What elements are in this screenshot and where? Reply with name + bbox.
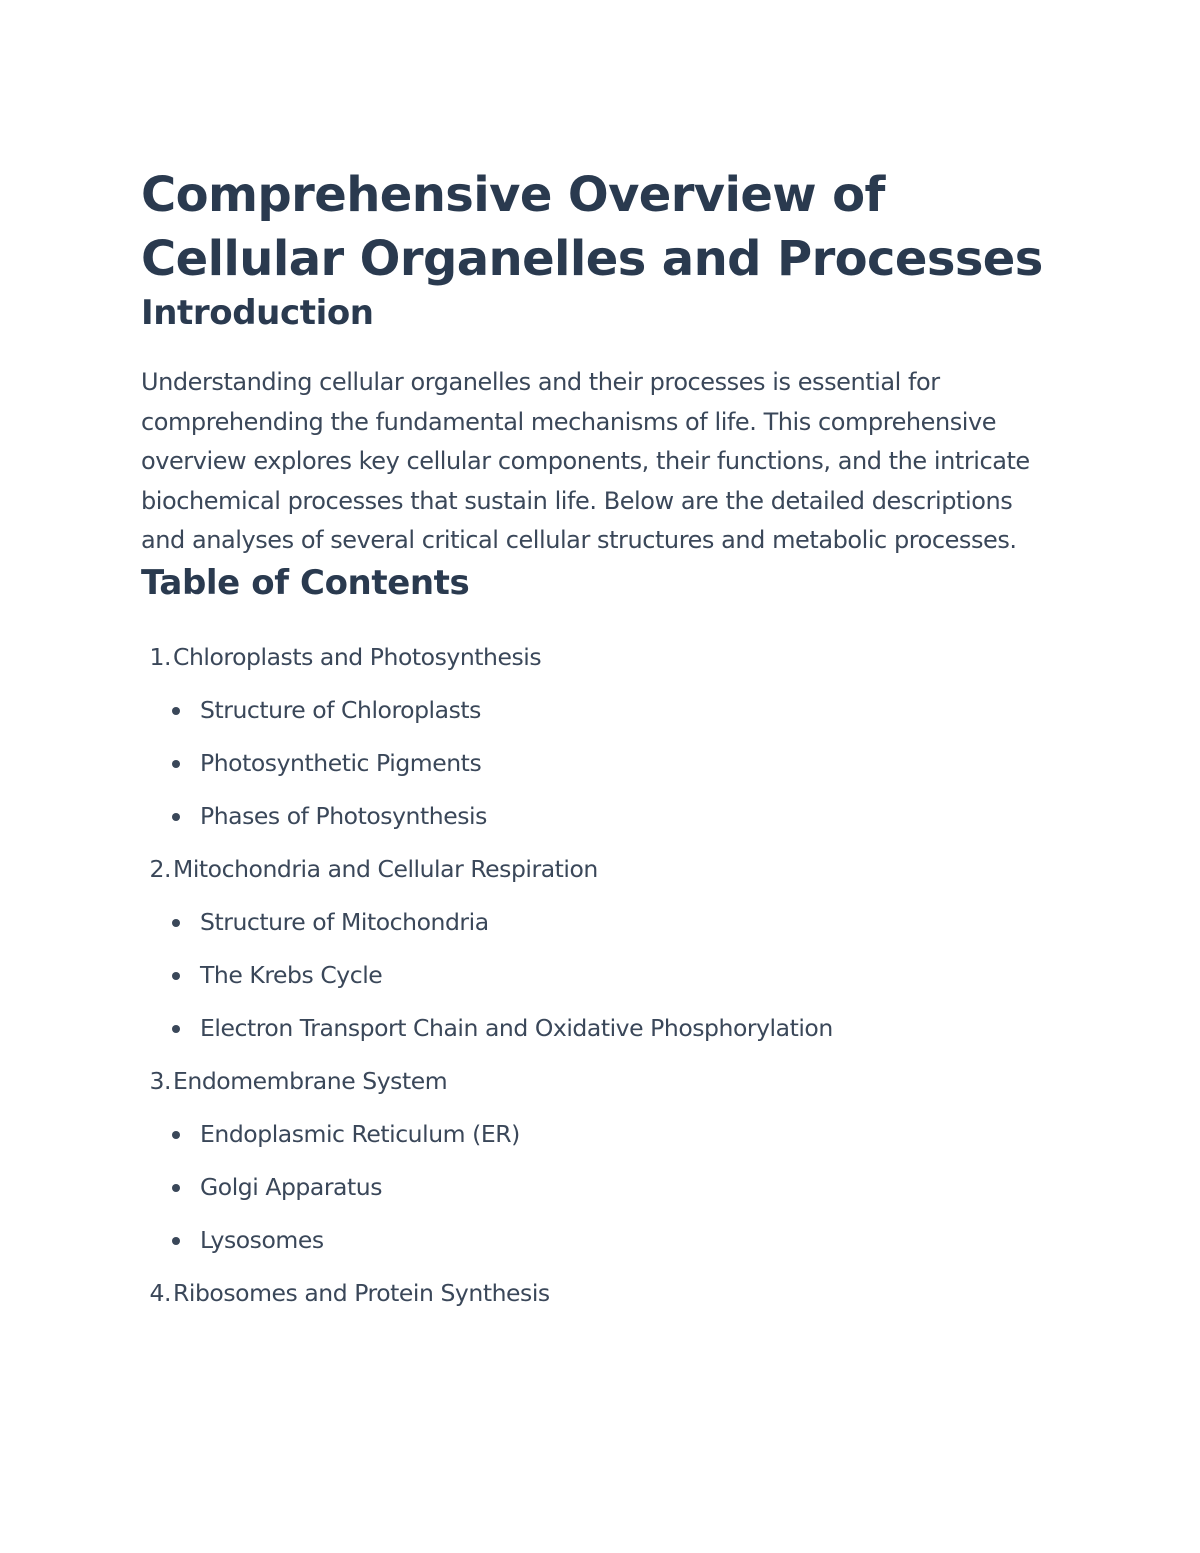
bullet-icon xyxy=(172,813,180,821)
toc-subitem-label: Phases of Photosynthesis xyxy=(200,801,487,830)
toc-subitem-label: Golgi Apparatus xyxy=(200,1172,383,1201)
bullet-icon xyxy=(172,1131,180,1139)
toc-sublist xyxy=(141,1108,1061,1267)
toc-item-label: Chloroplasts and Photosynthesis xyxy=(173,642,542,671)
toc-item-label: Ribosomes and Protein Synthesis xyxy=(173,1278,550,1307)
toc-item-number: 1. xyxy=(149,642,171,671)
document-title: Comprehensive Overview of Cellular Organelles and Processes xyxy=(141,167,1043,287)
toc-subitem xyxy=(141,684,1061,737)
toc-sublist xyxy=(141,896,1061,1055)
toc-subitem-label: Lysosomes xyxy=(200,1225,324,1254)
toc-subitem-label: Endoplasmic Reticulum (ER) xyxy=(200,1119,520,1148)
toc-subitem-label: Electron Transport Chain and Oxidative Phosphorylation xyxy=(200,1013,833,1042)
introduction-paragraph: Understanding cellular organelles and their processes is essential for comprehending the fundamental mechanisms of life. This comprehensive overview explores key cellular components, their functions, and the intricate biochemical processes that sustain life. Below are the detailed descriptions and analyses of several critical cellular structures and metabolic processes. xyxy=(141,368,1030,554)
toc-item-label: Mitochondria and Cellular Respiration xyxy=(173,854,598,883)
toc-subitem xyxy=(141,949,1061,1002)
toc-item-number: 3. xyxy=(149,1066,171,1095)
toc-item xyxy=(141,1267,1061,1320)
toc-subitem-label: Photosynthetic Pigments xyxy=(200,748,482,777)
toc-item xyxy=(141,843,1061,1055)
introduction-heading: Introduction xyxy=(141,293,374,333)
toc-item xyxy=(141,1055,1061,1267)
toc-subitem-label: Structure of Chloroplasts xyxy=(200,695,481,724)
toc-subitem-label: Structure of Mitochondria xyxy=(200,907,489,936)
toc-list xyxy=(141,631,1061,1320)
toc-subitem xyxy=(141,1161,1061,1214)
toc-subitem xyxy=(141,896,1061,949)
toc-sublist xyxy=(141,684,1061,843)
bullet-icon xyxy=(172,760,180,768)
toc-heading: Table of Contents xyxy=(141,562,470,603)
toc-subitem xyxy=(141,1002,1061,1055)
toc-item-number: 2. xyxy=(149,854,171,883)
bullet-icon xyxy=(172,919,180,927)
bullet-icon xyxy=(172,707,180,715)
document-page xyxy=(141,163,1061,1320)
toc-subitem xyxy=(141,1108,1061,1161)
toc-subitem xyxy=(141,737,1061,790)
toc-item-label: Endomembrane System xyxy=(173,1066,448,1095)
bullet-icon xyxy=(172,972,180,980)
toc-item xyxy=(141,631,1061,843)
bullet-icon xyxy=(172,1025,180,1033)
bullet-icon xyxy=(172,1184,180,1192)
toc-subitem xyxy=(141,1214,1061,1267)
toc-subitem xyxy=(141,790,1061,843)
toc-subitem-label: The Krebs Cycle xyxy=(200,960,383,989)
bullet-icon xyxy=(172,1237,180,1245)
toc-item-number: 4. xyxy=(149,1278,171,1307)
